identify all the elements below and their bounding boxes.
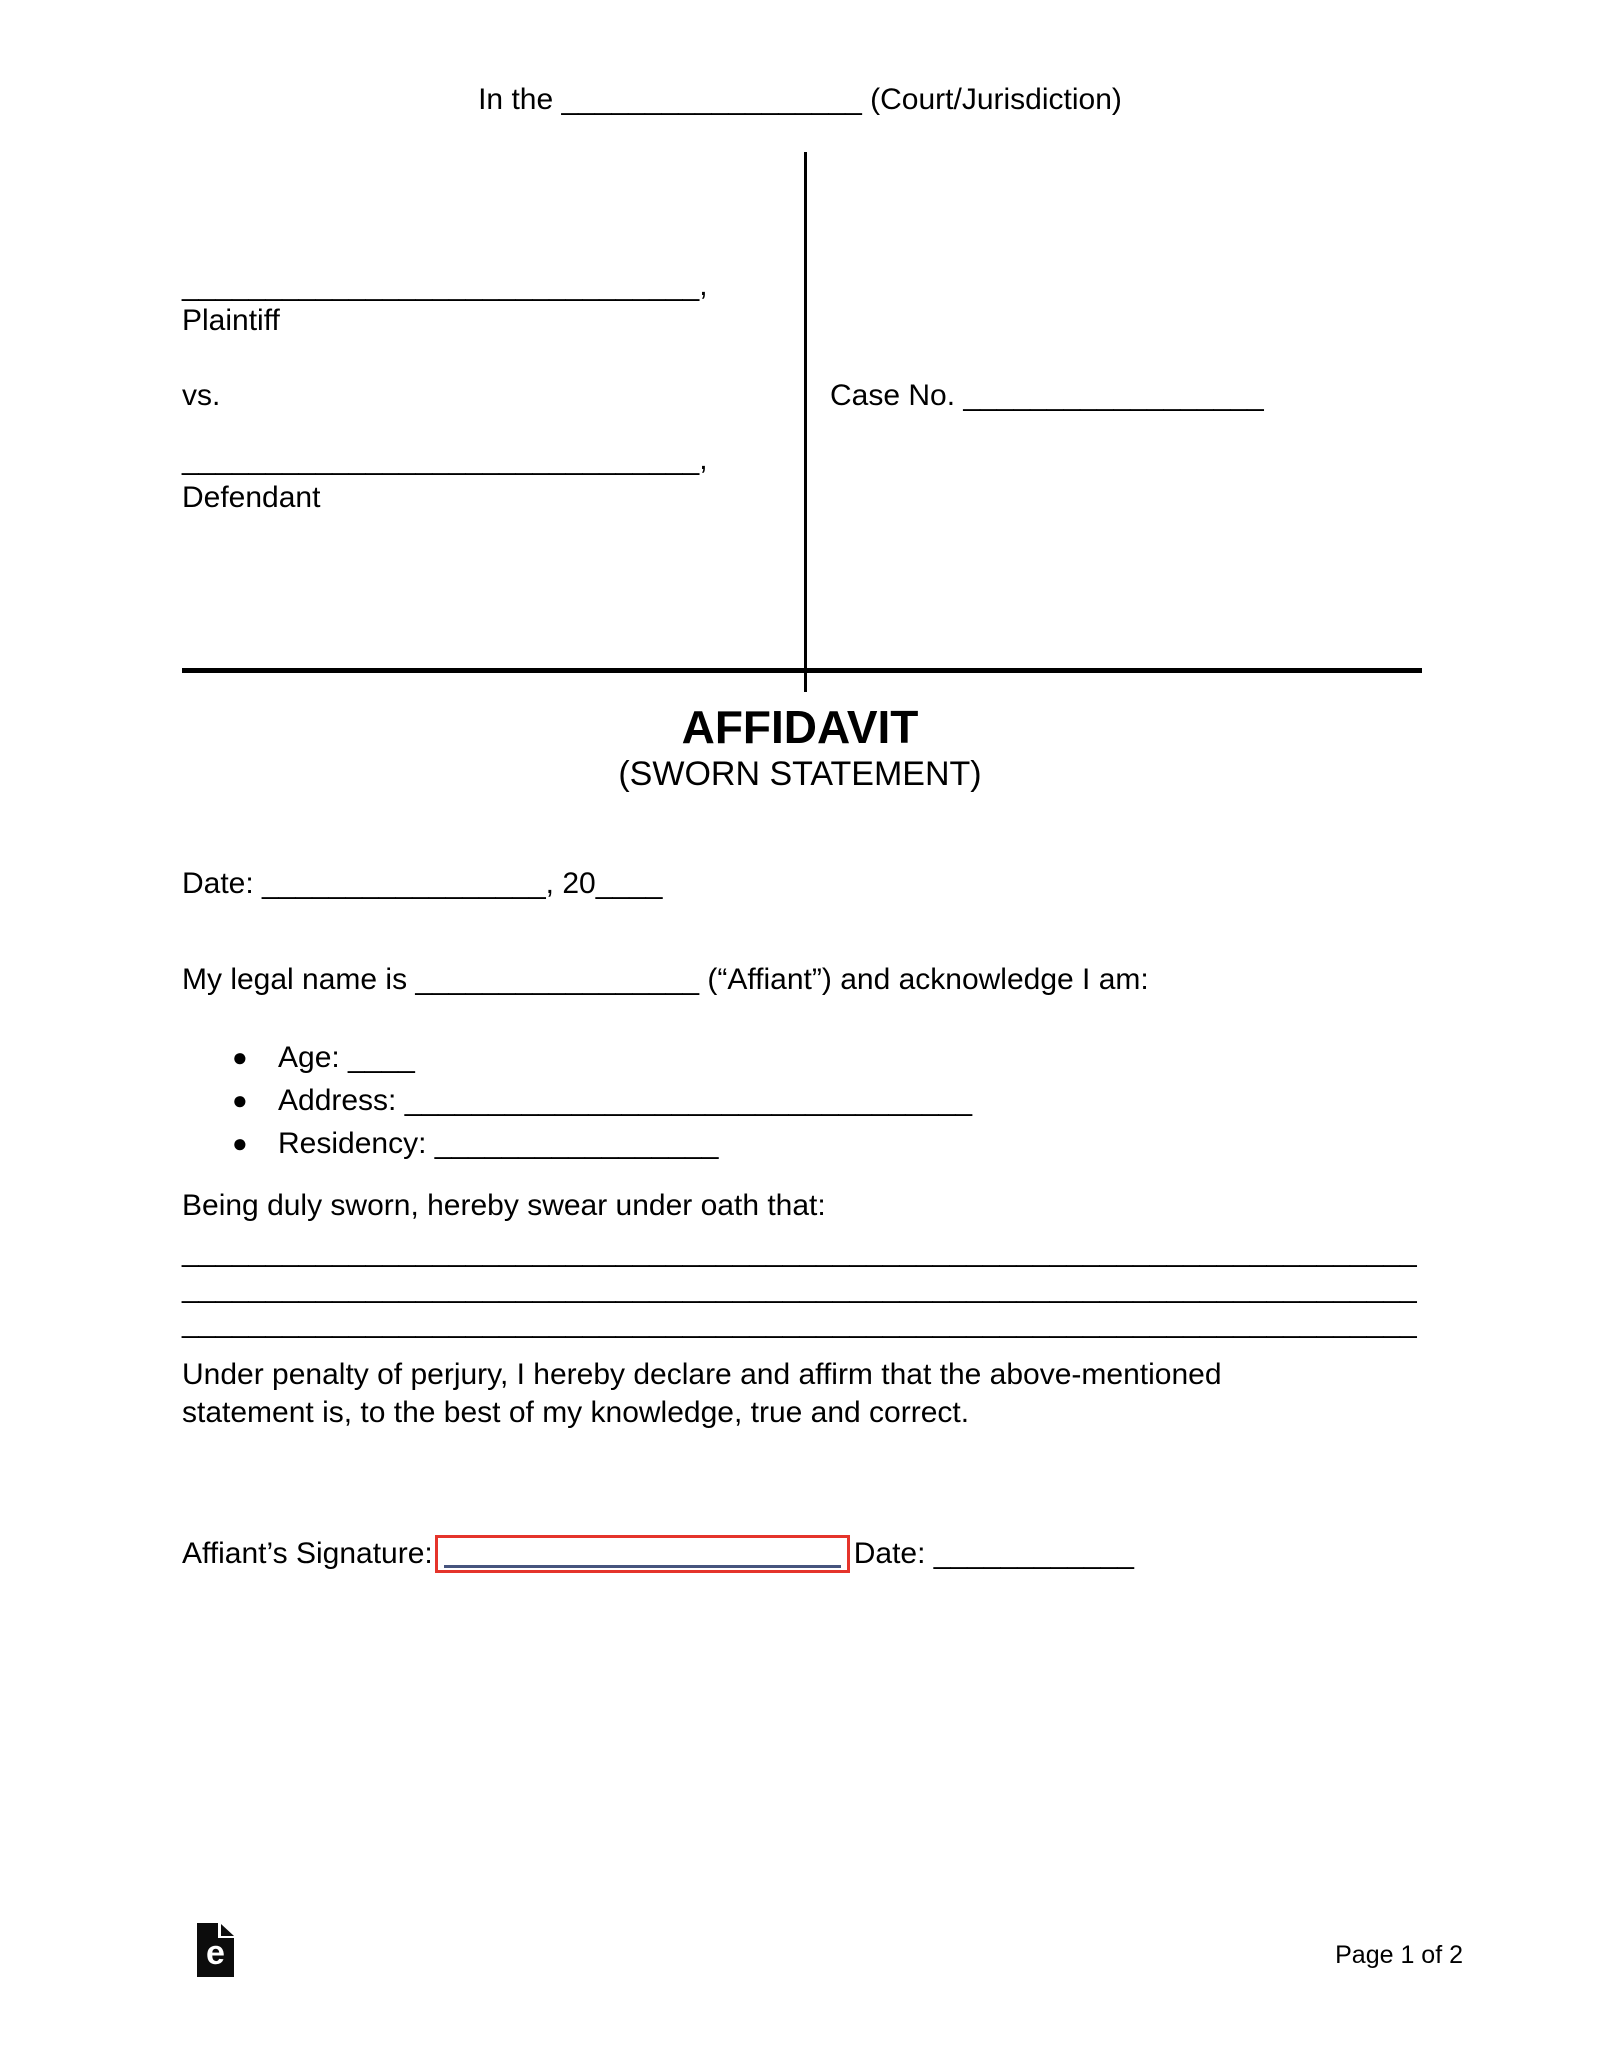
bullet-address-label: Address: __________________________________	[278, 1084, 972, 1117]
statement-write-in-lines	[182, 1234, 1417, 1341]
signature-date-line: Date: ____________	[853, 1537, 1134, 1570]
signature-row	[182, 1535, 1134, 1575]
perjury-clause	[182, 1356, 1222, 1432]
signature-field-box[interactable]	[435, 1535, 850, 1573]
page-number: Page 1 of 2	[1335, 1941, 1463, 1969]
bullet-age-label: Age: ____	[278, 1041, 415, 1074]
statement-line: __________________________________________________________________________	[182, 1306, 1417, 1339]
bullet-icon: ●	[232, 1085, 248, 1115]
bullet-residency	[232, 1122, 972, 1165]
eforms-logo	[197, 1923, 234, 1977]
affiant-signature-label: Affiant’s Signature:	[182, 1537, 433, 1570]
plaintiff-name-blank: _______________________________,	[182, 269, 708, 302]
plaintiff-label: Plaintiff	[182, 304, 280, 337]
legal-name-line: My legal name is _________________ (“Affiant”) and acknowledge I am:	[182, 963, 1149, 996]
caption-vertical-divider	[804, 152, 807, 692]
versus-label: vs.	[182, 379, 221, 412]
sworn-statement-intro: Being duly sworn, hereby swear under oath that:	[182, 1189, 826, 1222]
perjury-clause-line2: statement is, to the best of my knowledge, true and correct.	[182, 1396, 970, 1429]
statement-line: __________________________________________________________________________	[182, 1270, 1417, 1304]
bullet-address	[232, 1079, 972, 1122]
bullet-age	[232, 1036, 972, 1079]
affidavit-subtitle: (SWORN STATEMENT)	[618, 755, 982, 793]
bullet-icon: ●	[232, 1128, 248, 1158]
logo-letter: e	[206, 1934, 225, 1972]
perjury-clause-line1: Under penalty of perjury, I hereby declare and affirm that the above-mentioned	[182, 1358, 1222, 1391]
case-number-line: Case No. __________________	[830, 379, 1264, 412]
date-line: Date: _________________, 20____	[182, 867, 663, 900]
bullet-residency-label: Residency: _________________	[278, 1127, 719, 1160]
affidavit-title: AFFIDAVIT	[681, 701, 919, 753]
signature-underline	[444, 1565, 841, 1568]
page-fold-icon	[197, 1923, 234, 1977]
statement-line: __________________________________________________________________________	[182, 1235, 1417, 1268]
affiant-details-list	[232, 1036, 972, 1165]
defendant-name-blank: _______________________________,	[182, 443, 708, 476]
caption-horizontal-divider	[182, 668, 1422, 673]
defendant-label: Defendant	[182, 481, 321, 514]
court-jurisdiction-line: In the __________________ (Court/Jurisdiction)	[478, 83, 1122, 116]
bullet-icon: ●	[232, 1042, 248, 1072]
